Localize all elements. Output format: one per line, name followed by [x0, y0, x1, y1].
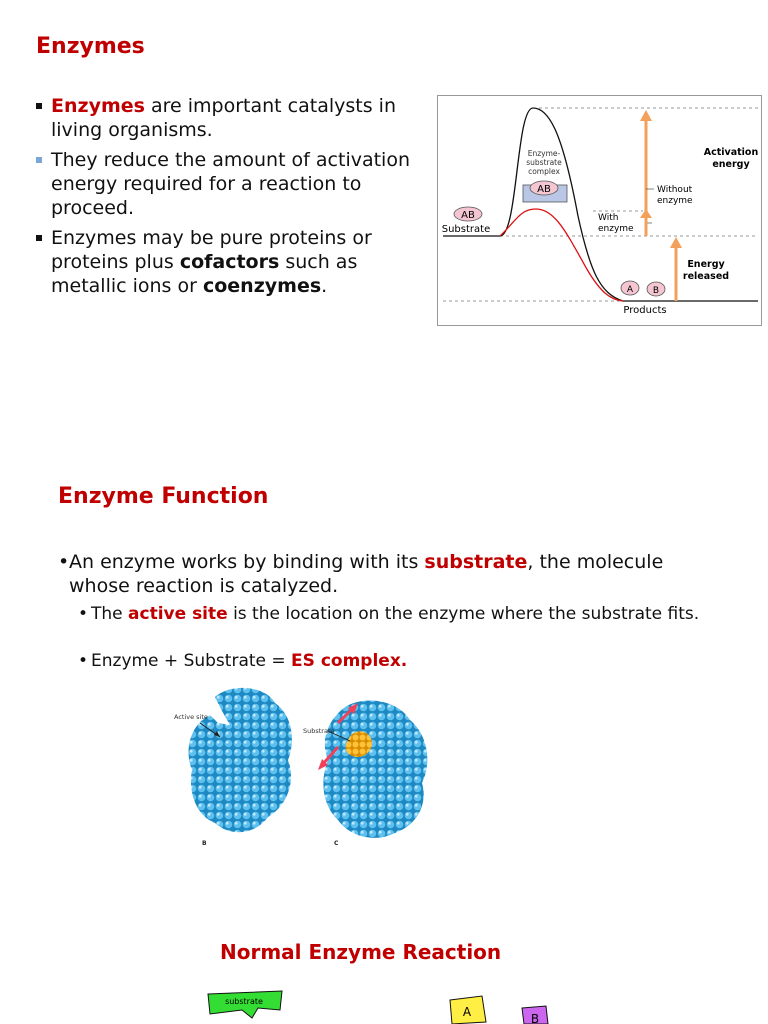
energy-released-arrowhead-icon	[670, 237, 682, 248]
with-label-2: enzyme	[598, 224, 634, 234]
product-b-label: B	[652, 286, 660, 296]
bullet-text: Enzymes may be pure proteins or proteins plus	[51, 227, 372, 273]
point-text	[78, 603, 718, 625]
bullet-text: .	[321, 275, 328, 297]
square-bullet-icon	[36, 235, 42, 241]
activation-label-1: Activation	[703, 147, 759, 158]
enzyme-b-molecule	[189, 688, 292, 832]
products-label: Products	[623, 305, 667, 316]
released-label-2: released	[682, 271, 730, 282]
substrate-label: Substrate	[441, 224, 491, 235]
activation-energy-diagram	[437, 95, 762, 326]
point-text	[78, 650, 718, 672]
square-bullet-icon	[36, 157, 42, 163]
slide1-bullet-2	[34, 148, 429, 220]
with-label-1: With	[598, 213, 619, 223]
bullet-dot-icon: •	[58, 551, 70, 573]
slide2-point-3	[78, 650, 718, 672]
without-label-1: Without	[657, 185, 693, 195]
product-a-label: A	[626, 285, 634, 295]
substrate-ab-label: AB	[461, 210, 475, 221]
slide3-title: Normal Enzyme Reaction	[220, 940, 502, 964]
slide1-bullet-1	[34, 94, 429, 142]
figure-label-b: B	[202, 840, 207, 847]
slide2-point-1	[58, 550, 708, 598]
point-text-part: is the location on the enzyme where the substrate fits.	[227, 604, 700, 624]
keyword-active-site: active site	[128, 604, 228, 624]
bullet-keyword: cofactors	[179, 251, 280, 273]
complex-label-2: substrate	[526, 158, 562, 167]
product-b-shape-label: B	[530, 1012, 540, 1024]
bullet-keyword: Enzymes	[51, 95, 145, 117]
complex-label-1: Enzyme-	[527, 149, 561, 158]
product-a-shape-label: A	[462, 1005, 472, 1019]
point-text	[58, 550, 708, 598]
slide1-title: Enzymes	[36, 34, 145, 59]
slide2-title: Enzyme Function	[58, 484, 269, 509]
without-label-2: enzyme	[657, 196, 693, 206]
complex-label-3: complex	[528, 167, 560, 176]
bullet-text: They reduce the amount of activation energy required for a reaction to proceed.	[51, 149, 411, 219]
point-text-part: The	[91, 604, 129, 624]
keyword-substrate: substrate	[424, 551, 528, 573]
bullet-dot-icon: •	[78, 651, 89, 671]
substrate-shape	[200, 988, 300, 1024]
energy-graph-svg	[438, 96, 761, 325]
square-bullet-icon	[36, 103, 42, 109]
figure-label-c: C	[334, 840, 339, 847]
slide1-bullet-list	[34, 94, 429, 304]
substrate-shape-label: substrate	[225, 997, 263, 1006]
substrate-figure-label: Substrate	[303, 727, 335, 735]
enzyme-structure-figure	[170, 685, 445, 850]
activation-energy-arrowhead-icon	[640, 110, 652, 121]
released-label-1: Energy	[687, 259, 725, 270]
keyword-es-complex: ES complex.	[291, 651, 408, 671]
slide1-bullet-3	[34, 226, 429, 298]
ab-label: AB	[537, 184, 551, 195]
active-site-label: Active site	[174, 713, 208, 721]
bullet-text: are important catalysts in living organisms.	[51, 95, 396, 141]
slide2-point-2	[78, 603, 718, 625]
products-shapes	[440, 992, 560, 1024]
bullet-keyword: coenzymes	[202, 275, 322, 297]
point-text-part: An enzyme works by binding with its	[69, 551, 425, 573]
point-text-part: , the molecule whose reaction is catalyzed.	[69, 551, 664, 597]
bullet-text: such as metallic ions or	[51, 251, 358, 297]
point-text-part: Enzyme + Substrate =	[91, 651, 292, 671]
enzyme-structure-svg	[170, 685, 445, 850]
bullet-dot-icon: •	[78, 604, 89, 624]
activation-label-2: energy	[712, 159, 750, 170]
